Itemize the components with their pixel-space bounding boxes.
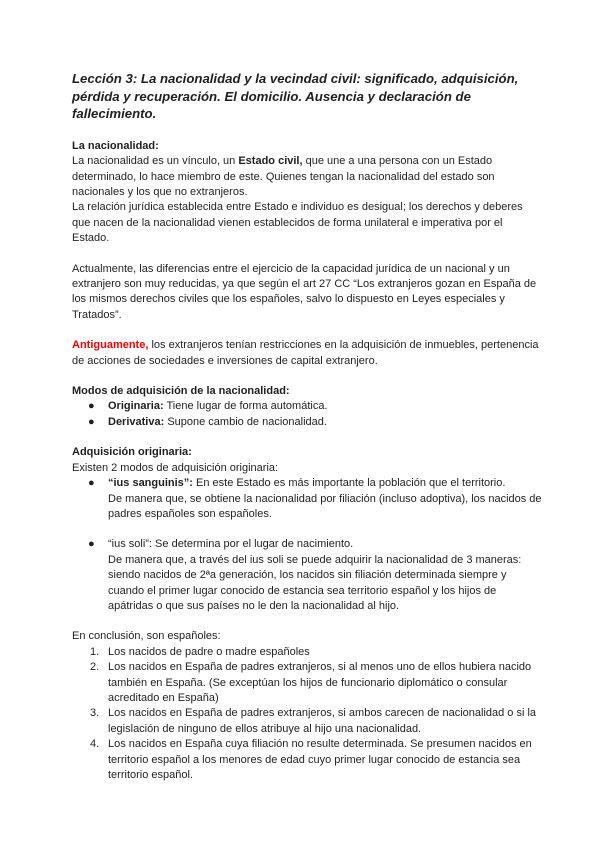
list-item: [72, 737, 542, 783]
document-page: [72, 70, 542, 783]
list-item: [72, 660, 542, 706]
section-nacionalidad: [72, 139, 542, 369]
bullet-icon: ●: [88, 400, 95, 413]
bullet-list: [72, 537, 542, 614]
item-text: De manera que, se obtiene la nacionalidad por filiación (incluso adoptiva), los nacidos de padres españoles son españoles.: [108, 492, 542, 520]
paragraph-text: los extranjeros tenían restricciones en la adquisición de inmuebles, pertenencia de acciones de sociedades e inversiones de capital extranjero.: [72, 339, 539, 367]
section-heading: La nacionalidad:: [72, 139, 159, 152]
bold-term: “ius sanguinis”:: [108, 477, 193, 490]
item-text: Los nacidos de padre o madre españoles: [108, 645, 310, 658]
bullet-list: [72, 476, 542, 522]
paragraph: La relación jurídica establecida entre Estado e individuo es desigual; los derechos y deberes que nacen de la nacionalidad vienen establecidos de forma unilateral e imperativa por el Estado.: [72, 201, 523, 245]
list-item: [72, 399, 542, 414]
bullet-icon: ●: [88, 415, 95, 428]
paragraph: Existen 2 modos de adquisición originaria:: [72, 461, 279, 474]
lesson-title: Lección 3: La nacionalidad y la vecindad civil: significado, adquisición, pérdida y recuperación. El domicilio. Ausencia y declaración de fallecimiento.: [72, 71, 519, 122]
section-originaria: [72, 445, 542, 614]
list-item: [72, 537, 542, 614]
item-text: En este Estado es más importante la población que el territorio.: [192, 477, 506, 490]
item-number: 4.: [90, 738, 100, 751]
paragraph: En conclusión, son españoles:: [72, 630, 221, 643]
bold-term: Originaria:: [108, 400, 164, 413]
paragraph: [72, 154, 542, 200]
item-text: “ius soli”: Se determina por el lugar de nacimiento.: [108, 538, 354, 551]
item-number: 2.: [90, 661, 100, 674]
item-text: Los nacidos en España cuya filiación no resulte determinada. Se presumen nacidos en territorio español a los menores de edad cuyo primer lugar conocido de estancia sea territorio español.: [108, 738, 532, 781]
bullet-icon: ●: [88, 477, 95, 490]
item-number: 3.: [90, 707, 100, 720]
section-modos: [72, 384, 542, 430]
paragraph: Actualmente, las diferencias entre el ejercicio de la capacidad jurídica de un nacional y un extranjero son muy reducidas, ya que según el art 27 CC “Los extranjeros gozan en España de los mismos derechos civiles que los españoles, salvo lo dispuesto en Leyes especiales y Tratados”.: [72, 262, 537, 321]
section-heading: Modos de adquisición de la nacionalidad:: [72, 385, 290, 398]
item-text: Tiene lugar de forma automática.: [163, 400, 328, 413]
item-text: De manera que, a través del ius soli se puede adquirir la nacionalidad de 3 maneras: siendo nacidos de 2ªa generación, los nacidos sin filiación determinada siempre y cuando el primer lugar conocido de estancia sea territorio español y los hijos de apátridas o que sus países no le den la nacionalidad al hijo.: [108, 553, 522, 612]
item-text: Los nacidos en España de padres extranjeros, si al menos uno de ellos hubiera nacido también en España. (Se exceptúan los hijos de funcionario diplomático o consular acreditado en España): [108, 661, 532, 704]
paragraph-text: que une a una persona con un Estado determinado, lo hace miembro de este. Quienes tengan la nacionalidad del estado son nacionales y los que no extranjeros.: [72, 155, 495, 198]
paragraph: [72, 338, 542, 369]
item-text: Los nacidos en España de padres extranjeros, si ambos carecen de nacionalidad o si la legislación de ninguno de ellos atribuye al hijo una nacionalidad.: [108, 707, 537, 735]
section-heading: Adquisición originaria:: [72, 446, 192, 459]
list-item: [72, 476, 542, 522]
highlight-term: Antiguamente,: [72, 339, 149, 352]
list-item: [72, 415, 542, 430]
numbered-list: [72, 645, 542, 784]
bullet-list: [72, 399, 542, 430]
bold-term: Derivativa:: [108, 415, 165, 428]
bold-term: Estado civil,: [238, 155, 303, 168]
list-item: [72, 645, 542, 660]
list-item: [72, 706, 542, 737]
item-number: 1.: [90, 645, 100, 658]
section-conclusion: [72, 629, 542, 783]
paragraph-text: La nacionalidad es un vínculo, un: [72, 155, 239, 168]
item-text: Supone cambio de nacionalidad.: [164, 415, 327, 428]
bullet-icon: ●: [88, 538, 95, 551]
